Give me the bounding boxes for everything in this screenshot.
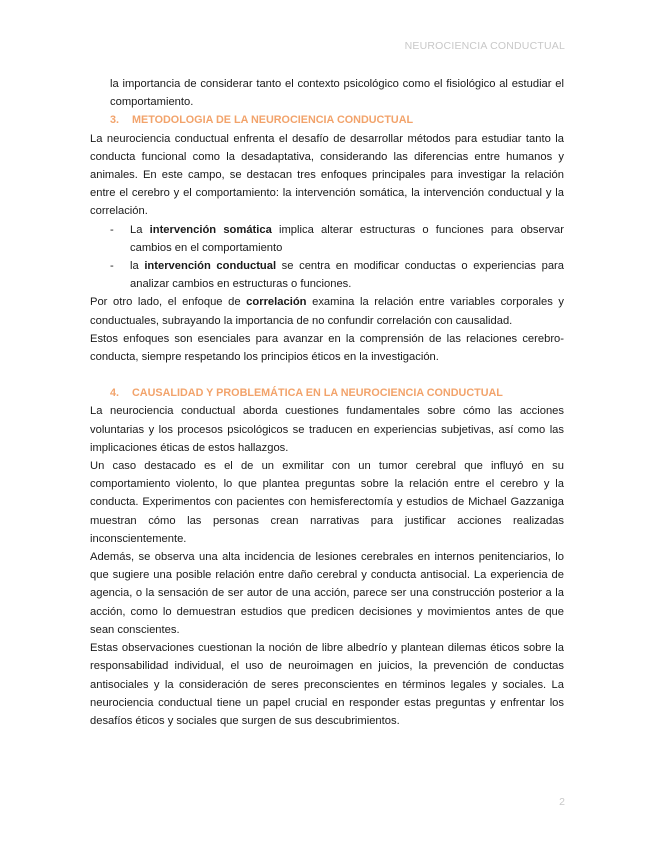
section-4-paragraph-1: La neurociencia conductual aborda cuestiones fundamentales sobre cómo las acciones voluntarias y los procesos psicológicos se traducen en experiencias subjetivas, así como las implicaciones éticas de estos hallazgos. [90, 405, 564, 454]
page-number: 2 [559, 796, 565, 808]
section-3-bullet-list [90, 221, 564, 294]
section-3-paragraph-3: Estos enfoques son esenciales para avanzar en la comprensión de las relaciones cerebro-conducta, siempre respetando los principios éticos en la investigación. [90, 332, 564, 364]
section-4-heading [90, 384, 564, 402]
section-spacer [90, 366, 564, 384]
bullet-1-bold: intervención somática [149, 223, 272, 236]
section-3-heading [90, 111, 564, 129]
p2-pre: Por otro lado, el enfoque de [90, 296, 247, 309]
bullet-behavioral [90, 257, 564, 293]
bullet-1-pre: La [130, 223, 150, 236]
bullet-somatic [90, 221, 564, 257]
section-4-paragraph-3: Además, se observa una alta incidencia de lesiones cerebrales en internos penitenciarios, lo que sugiere una posible relación entre daño cerebral y conducta antisocial. La experiencia de agencia, o la sensación de ser autor de una acción, parece ser una construcción posterior a la acción, como lo demuestran estudios que predicen decisiones y movimientos antes de que sean conscientes. [90, 551, 564, 636]
section-4-paragraph-2: Un caso destacado es el de un exmilitar con un tumor cerebral que influyó en su comportamiento violento, lo que plantea preguntas sobre la relación entre el cerebro y la conducta. Experimentos con pacientes con hemisferectomía y estudios de Michael Gazzaniga muestran cómo las personas crean narrativas para justificar acciones realizadas inconscientemente. [90, 460, 564, 545]
section-4-number: 4. [110, 387, 120, 400]
document-body [90, 75, 564, 730]
section-4-title: CAUSALIDAD Y PROBLEMÁTICA EN LA NEUROCIENCIA CONDUCTUAL [132, 387, 503, 400]
section-3-paragraph-1: La neurociencia conductual enfrenta el desafío de desarrollar métodos para estudiar tanto la conducta funcional como la desadaptativa, considerando las diferencias entre humanos y animales. En este campo, se destacan tres enfoques principales para investigar la relación entre el cerebro y el comportamiento: la intervención somática, la intervención conductual y la correlación. [90, 132, 564, 218]
bullet-1-post: implica alterar estructuras o funciones para observar cambios en el comportamiento [130, 223, 564, 254]
section-4-paragraph-4: Estas observaciones cuestionan la noción de libre albedrío y plantean dilemas éticos sobre la responsabilidad individual, el uso de neuroimagen en juicios, la prevención de conductas antisociales y la consideración de seres preconscientes en términos legales y sociales. La neurociencia conductual tiene un papel crucial en responder estas preguntas y enfrentar los desafíos éticos y sociales que surgen de sus descubrimientos. [90, 642, 564, 727]
p2-bold: correlación [246, 296, 307, 309]
bullet-2-post: se centra en modificar conductas o experiencias para analizar cambios en estructuras o funciones. [130, 260, 564, 291]
running-header: NEUROCIENCIA CONDUCTUAL [404, 40, 565, 52]
intro-continuation: la importancia de considerar tanto el contexto psicológico como el fisiológico al estudiar el comportamiento. [110, 78, 564, 109]
section-3-number: 3. [110, 114, 120, 127]
section-3-paragraph-2 [90, 293, 564, 329]
bullet-2-bold: intervención conductual [144, 260, 277, 273]
section-3-title: METODOLOGIA DE LA NEUROCIENCIA CONDUCTUAL [132, 114, 414, 127]
bullet-dash: - [110, 260, 114, 273]
bullet-dash: - [110, 223, 114, 236]
bullet-2-pre: la [130, 260, 145, 273]
p2-post: examina la relación entre variables corporales y conductuales, subrayando la importancia de no confundir correlación con causalidad. [90, 296, 564, 327]
